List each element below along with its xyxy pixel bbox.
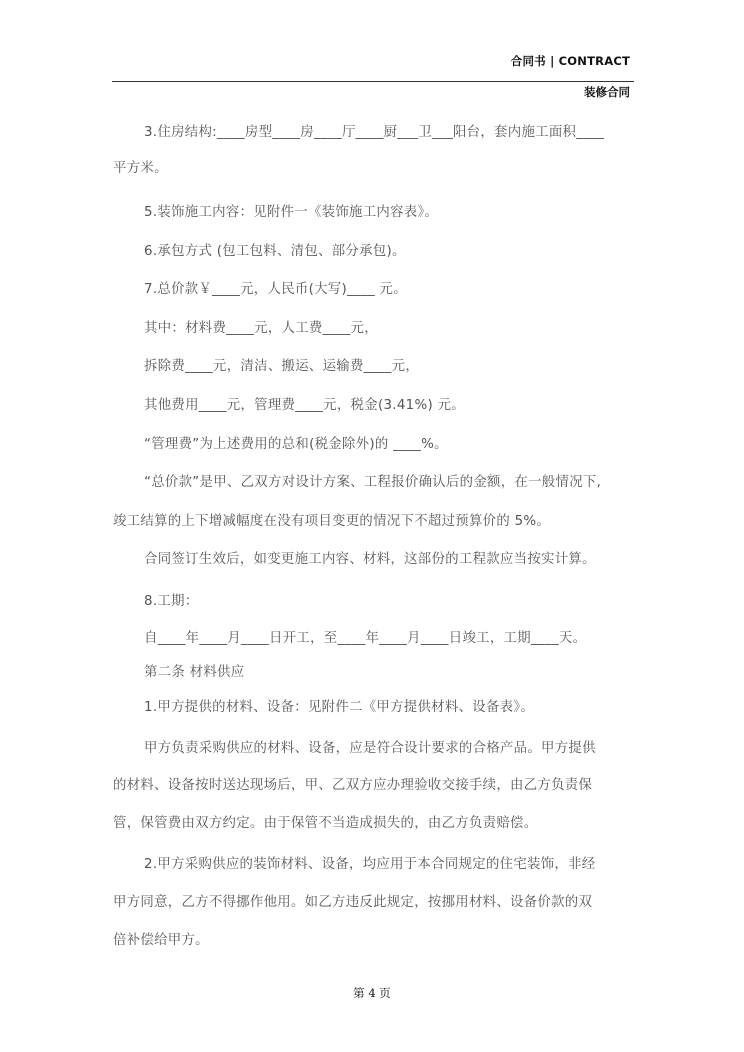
clause-line: 7.总价款￥____元，人民币(大写)____ 元。 xyxy=(144,282,407,297)
clause-line: 1.甲方提供的材料、设备：见附件二《甲方提供材料、设备表》。 xyxy=(144,700,535,715)
header-divider xyxy=(112,81,634,82)
clause-line: 合同签订生效后，如变更施工内容、材料，这部份的工程款应当按实计算。 xyxy=(144,552,596,567)
clause-line: 其中：材料费____元，人工费____元， xyxy=(144,321,378,336)
clause-line: 2.甲方采购供应的装饰材料、设备，均应用于本合同规定的住宅装饰，非经 xyxy=(144,857,596,872)
clause-line: 8.工期： xyxy=(144,594,199,609)
clause-line: “管理费”为上述费用的总和(税金除外)的 ____%。 xyxy=(144,437,448,452)
clause-line: 甲方同意，乙方不得挪作他用。如乙方违反此规定，按挪用材料、设备价款的双 xyxy=(113,895,593,910)
page-number: 第 4 页 xyxy=(353,986,391,1000)
clause-line: 甲方负责采购供应的材料、设备，应是符合设计要求的合格产品。甲方提供 xyxy=(144,741,596,756)
clause-line: 倍补偿给甲方。 xyxy=(113,933,209,948)
section-heading: 第二条 材料供应 xyxy=(144,665,245,680)
header-title: 合同书 | CONTRACT xyxy=(510,54,630,68)
clause-line: 竣工结算的上下增减幅度在没有项目变更的情况下不超过预算价的 5%。 xyxy=(113,514,551,529)
header-subtitle: 装修合同 xyxy=(584,85,630,99)
clause-line: 的材料、设备按时送达现场后，甲、乙双方应办理验收交接手续，由乙方负责保 xyxy=(113,778,593,793)
clause-line: 3.住房结构:____房型____房____厅____厨___卫___阳台，套内施工面积____ xyxy=(144,125,605,140)
clause-line: 其他费用____元，管理费____元，税金(3.41%) 元。 xyxy=(144,398,465,413)
clause-line: 拆除费____元，清洁、搬运、运输费____元， xyxy=(144,359,420,374)
clause-line: 5.装饰施工内容：见附件一《装饰施工内容表》。 xyxy=(144,205,439,220)
clause-line: 管，保管费由双方约定。由于保管不当造成损失的，由乙方负责赔偿。 xyxy=(113,816,538,831)
clause-line: 平方米。 xyxy=(113,161,168,176)
clause-line: 6.承包方式 (包工包料、清包、部分承包)。 xyxy=(144,244,406,259)
clause-line: “总价款”是甲、乙双方对设计方案、工程报价确认后的金额，在一般情况下, xyxy=(144,475,602,490)
clause-line: 自____年____月____日开工，至____年____月____日竣工，工期____天。 xyxy=(144,631,587,646)
